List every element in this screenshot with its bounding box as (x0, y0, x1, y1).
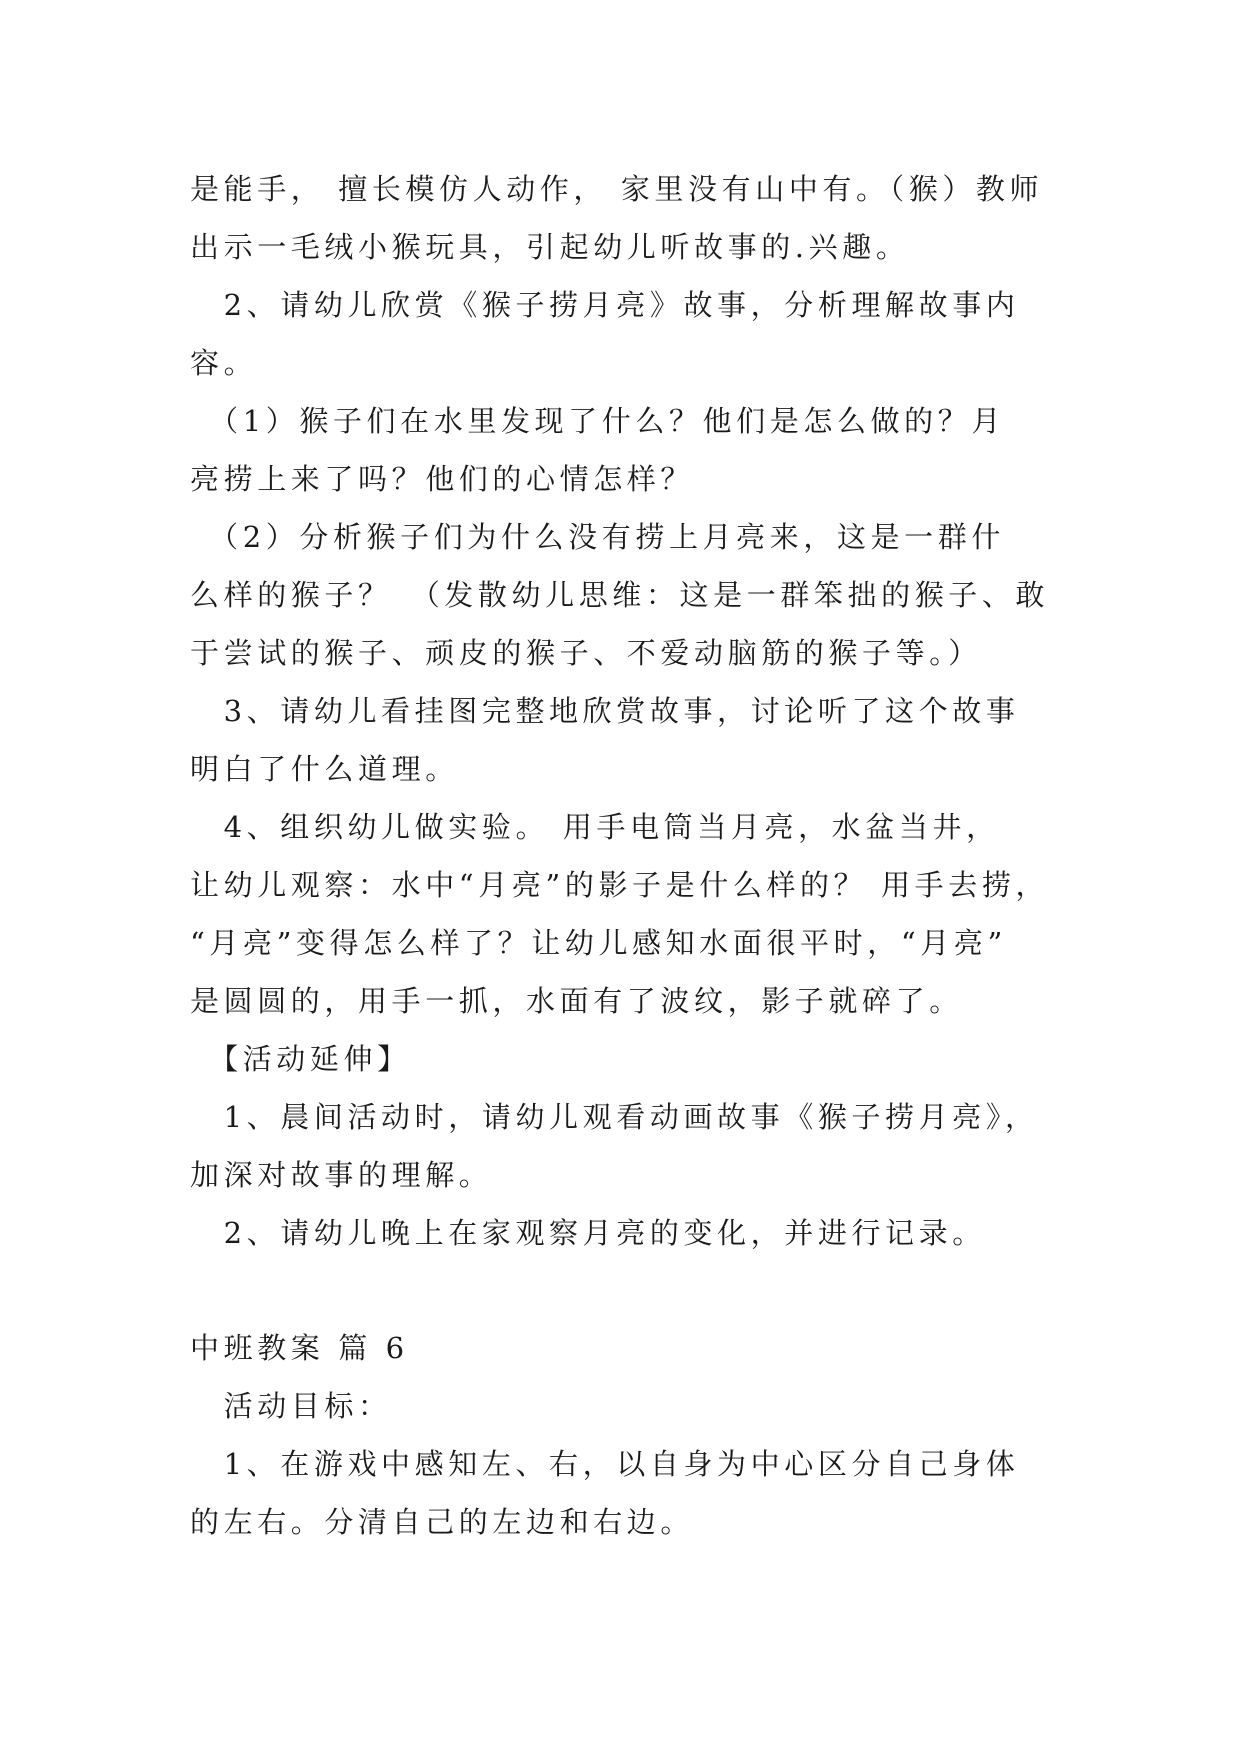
text-line: 2、请幼儿晚上在家观察月亮的变化，并进行记录。 (190, 1216, 986, 1250)
text-line: （2）分析猴子们为什么没有捞上月亮来，这是一群什 (190, 520, 1005, 554)
text-line: 1、在游戏中感知左、右，以自身为中心区分自己身体 (190, 1447, 1020, 1481)
text-line: 出示一毛绒小猴玩具，引起幼儿听故事的.兴趣。 (190, 230, 910, 264)
text-line: “月亮”变得怎么样了？让幼儿感知水面很平时，“月亮” (190, 926, 1007, 960)
text-line: 么样的猴子？ （发散幼儿思维：这是一群笨拙的猴子、敢 (190, 578, 1050, 612)
text-line: 明白了什么道理。 (190, 752, 459, 786)
text-line: 2、请幼儿欣赏《猴子捞月亮》故事，分析理解故事内 (190, 288, 1020, 322)
text-line: 于尝试的猴子、顽皮的猴子、不爱动脑筋的猴子等。） (190, 636, 982, 670)
section-heading: 【活动延伸】 (190, 1042, 411, 1076)
chapter-title: 中班教案 篇 6 (190, 1331, 409, 1365)
text-line: 的左右。分清自己的左边和右边。 (190, 1505, 695, 1539)
text-line: 是圆圆的，用手一抓，水面有了波纹，影子就碎了。 (190, 984, 963, 1018)
text-line: 是能手， 擅长模仿人动作， 家里没有山中有。（猴）教师 (190, 172, 1044, 206)
text-line: 亮捞上来了吗？他们的心情怎样？ (190, 462, 695, 496)
text-line: （1）猴子们在水里发现了什么？他们是怎么做的？月 (190, 404, 1005, 438)
text-line: 让幼儿观察：水中“月亮”的影子是什么样的？ 用手去捞， (190, 868, 1050, 902)
text-line: 3、请幼儿看挂图完整地欣赏故事，讨论听了这个故事 (190, 694, 1020, 728)
text-line: 4、组织幼儿做实验。 用手电筒当月亮，水盆当井， (190, 810, 1000, 844)
text-line: 1、晨间活动时，请幼儿观看动画故事《猴子捞月亮》， (190, 1100, 1039, 1134)
text-line: 容。 (190, 346, 258, 380)
text-line: 加深对故事的理解。 (190, 1158, 493, 1192)
section-heading: 活动目标： (190, 1389, 392, 1423)
